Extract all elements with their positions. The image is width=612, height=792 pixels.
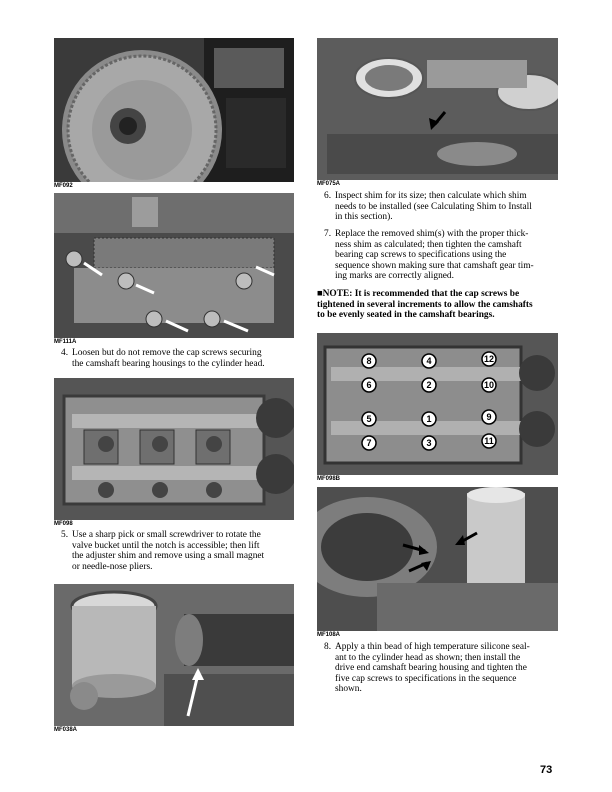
step-line: Replace the removed shim(s) with the proper thick- [335,229,529,239]
step-line: shown. [335,684,362,695]
sequence-label: 12 [483,354,495,364]
step-line: five cap screws to specifications in the sequence [335,673,517,684]
tightening-sequence-image [317,333,558,475]
camshafts-image [54,378,294,520]
photo-mf098 [54,378,294,520]
sequence-label: 3 [426,438,432,448]
figure-caption: MF075A [317,181,341,187]
step-line: ant to the cylinder head as shown; then install the [335,652,521,663]
step-6 [324,191,558,223]
sequence-label: 9 [486,412,492,422]
valve-bucket-image [54,584,294,726]
step-line: Apply a thin bead of high temperature silicone seal- [335,642,530,652]
photo-mf108a [317,487,558,631]
step-line: sequence shown making sure that camshaft gear tim- [335,260,534,271]
photo-mf038a [54,584,294,726]
sequence-label: 8 [366,356,372,366]
sequence-label: 4 [426,356,432,366]
figure-caption: MF111A [54,339,77,345]
silicone-bead-image [317,487,558,631]
step-line: Inspect shim for its size; then calculate which shim [335,191,527,201]
step-line: needs to be installed (see Calculating Shim to Install [335,201,532,212]
step-8 [324,642,558,695]
step-line: the adjuster shim and remove using a small magnet [72,551,265,562]
step-line: in this section). [335,212,393,223]
sequence-label: 7 [366,438,372,448]
note [317,289,558,321]
shim-image [317,38,558,180]
sequence-label: 11 [484,436,494,446]
step-number: 6. [324,191,332,201]
note-line: to be evenly seated in the camshaft bearings. [317,310,495,321]
sequence-label: 6 [366,380,372,390]
photo-mf092 [54,38,294,182]
step-5 [61,530,294,572]
step-number: 8. [324,642,332,652]
note-line: ■NOTE: It is recommended that the cap screws be [317,289,520,299]
figure-caption: MF098 [54,521,73,527]
step-line: ness shim as calculated; then tighten the camshaft [335,239,522,250]
step-line: ing marks are correctly aligned. [335,271,454,282]
figure-caption: MF092 [54,183,73,189]
note-line: tightened in several increments to allow the camshafts [317,299,533,310]
step-line: Loosen but do not remove the cap screws securing [72,348,262,358]
sequence-label: 1 [426,414,432,424]
cam-sprocket-image [54,38,294,182]
step-7 [324,229,558,282]
sequence-label: 10 [483,380,495,390]
step-number: 5. [61,530,69,540]
figure-caption: MF038A [54,727,78,733]
photo-mf075a [317,38,558,180]
page-number: 73 [540,764,553,776]
step-line: the camshaft bearing housings to the cylinder head. [72,358,265,369]
step-number: 4. [61,348,69,358]
photo-mf098b [317,333,558,475]
sequence-label: 2 [426,380,432,390]
figure-caption: MF098B [317,476,341,482]
photo-mf111a [54,193,294,338]
sequence-label: 5 [366,414,372,424]
cam-housing-image [54,193,294,338]
step-number: 7. [324,229,332,239]
step-line: bearing cap screws to specifications using the [335,250,507,261]
step-line: Use a sharp pick or small screwdriver to rotate the [72,530,261,540]
step-line: drive end camshaft bearing housing and tighten the [335,663,527,674]
step-line: valve bucket until the notch is accessible; then lift [72,540,260,551]
step-4 [61,348,294,369]
figure-caption: MF108A [317,632,341,638]
step-line: or needle-nose pliers. [72,561,153,572]
